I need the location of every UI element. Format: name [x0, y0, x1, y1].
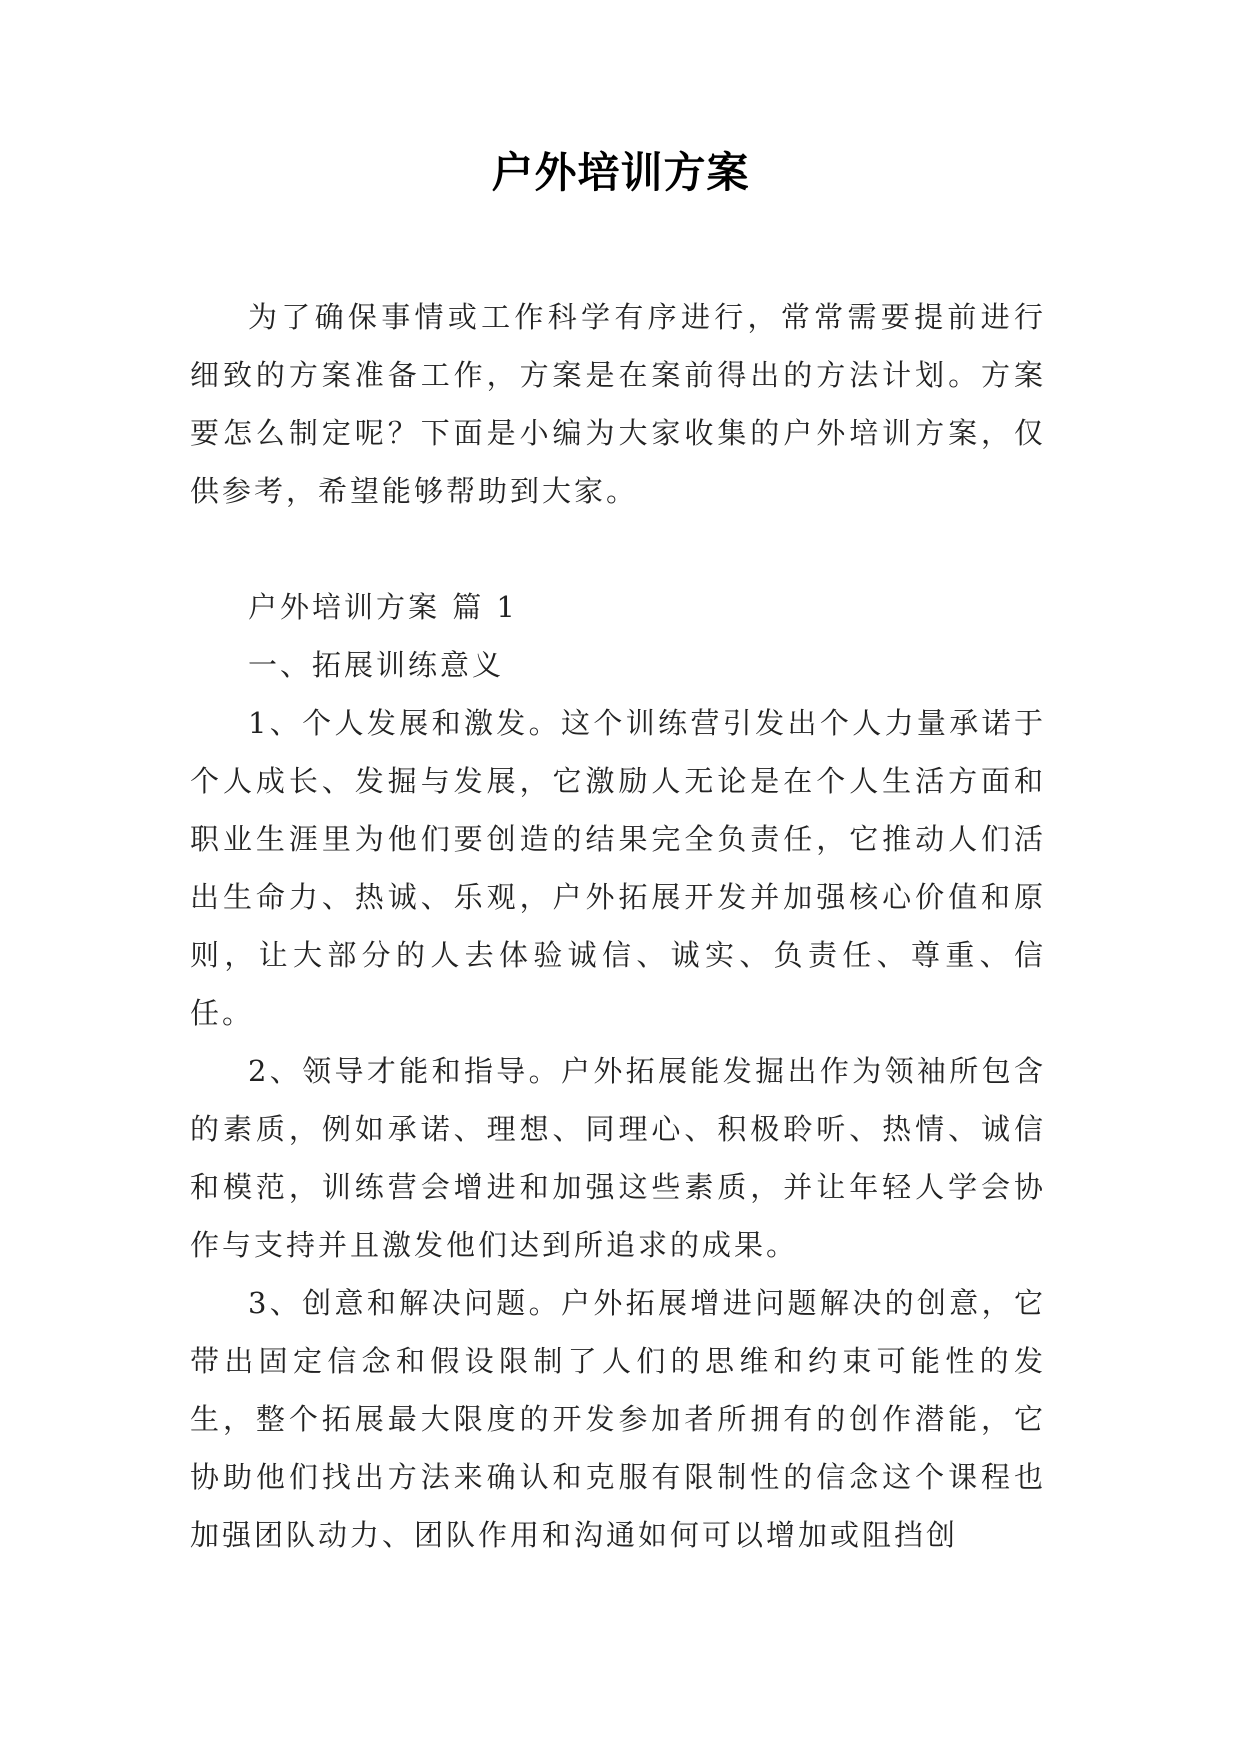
body-paragraph: 1、个人发展和激发。这个训练营引发出个人力量承诺于个人成长、发掘与发展，它激励人无论是在个人生活方面和职业生涯里为他们要创造的结果完全负责任，它推动人们活出生命力、热诚、乐观，户外拓展开发并加强核心价值和原则，让大部分的人去体验诚信、诚实、负责任、尊重、信任。 — [190, 706, 1046, 1030]
body-paragraph: 2、领导才能和指导。户外拓展能发掘出作为领袖所包含的素质，例如承诺、理想、同理心、积极聆听、热情、诚信和模范，训练营会增进和加强这些素质，并让年轻人学会协作与支持并且激发他们达到所追求的成果。 — [190, 1054, 1046, 1262]
body-paragraph: 3、创意和解决问题。户外拓展增进问题解决的创意，它带出固定信念和假设限制了人们的思维和约束可能性的发生，整个拓展最大限度的开发参加者所拥有的创作潜能，它协助他们找出方法来确认和克服有限制性的信念这个课程也加强团队动力、团队作用和沟通如何可以增加或阻挡创 — [190, 1286, 1046, 1552]
section-heading: 户外培训方案 篇 1 — [248, 590, 518, 624]
document-body — [190, 288, 1046, 1564]
document-title: 户外培训方案 — [491, 148, 750, 197]
paragraph-spacer — [190, 520, 1046, 578]
intro-paragraph: 为了确保事情或工作科学有序进行，常常需要提前进行细致的方案准备工作，方案是在案前得出的方法计划。方案要怎么制定呢？下面是小编为大家收集的户外培训方案，仅供参考，希望能够帮助到大家。 — [190, 300, 1046, 508]
subheading: 一、拓展训练意义 — [248, 648, 505, 682]
